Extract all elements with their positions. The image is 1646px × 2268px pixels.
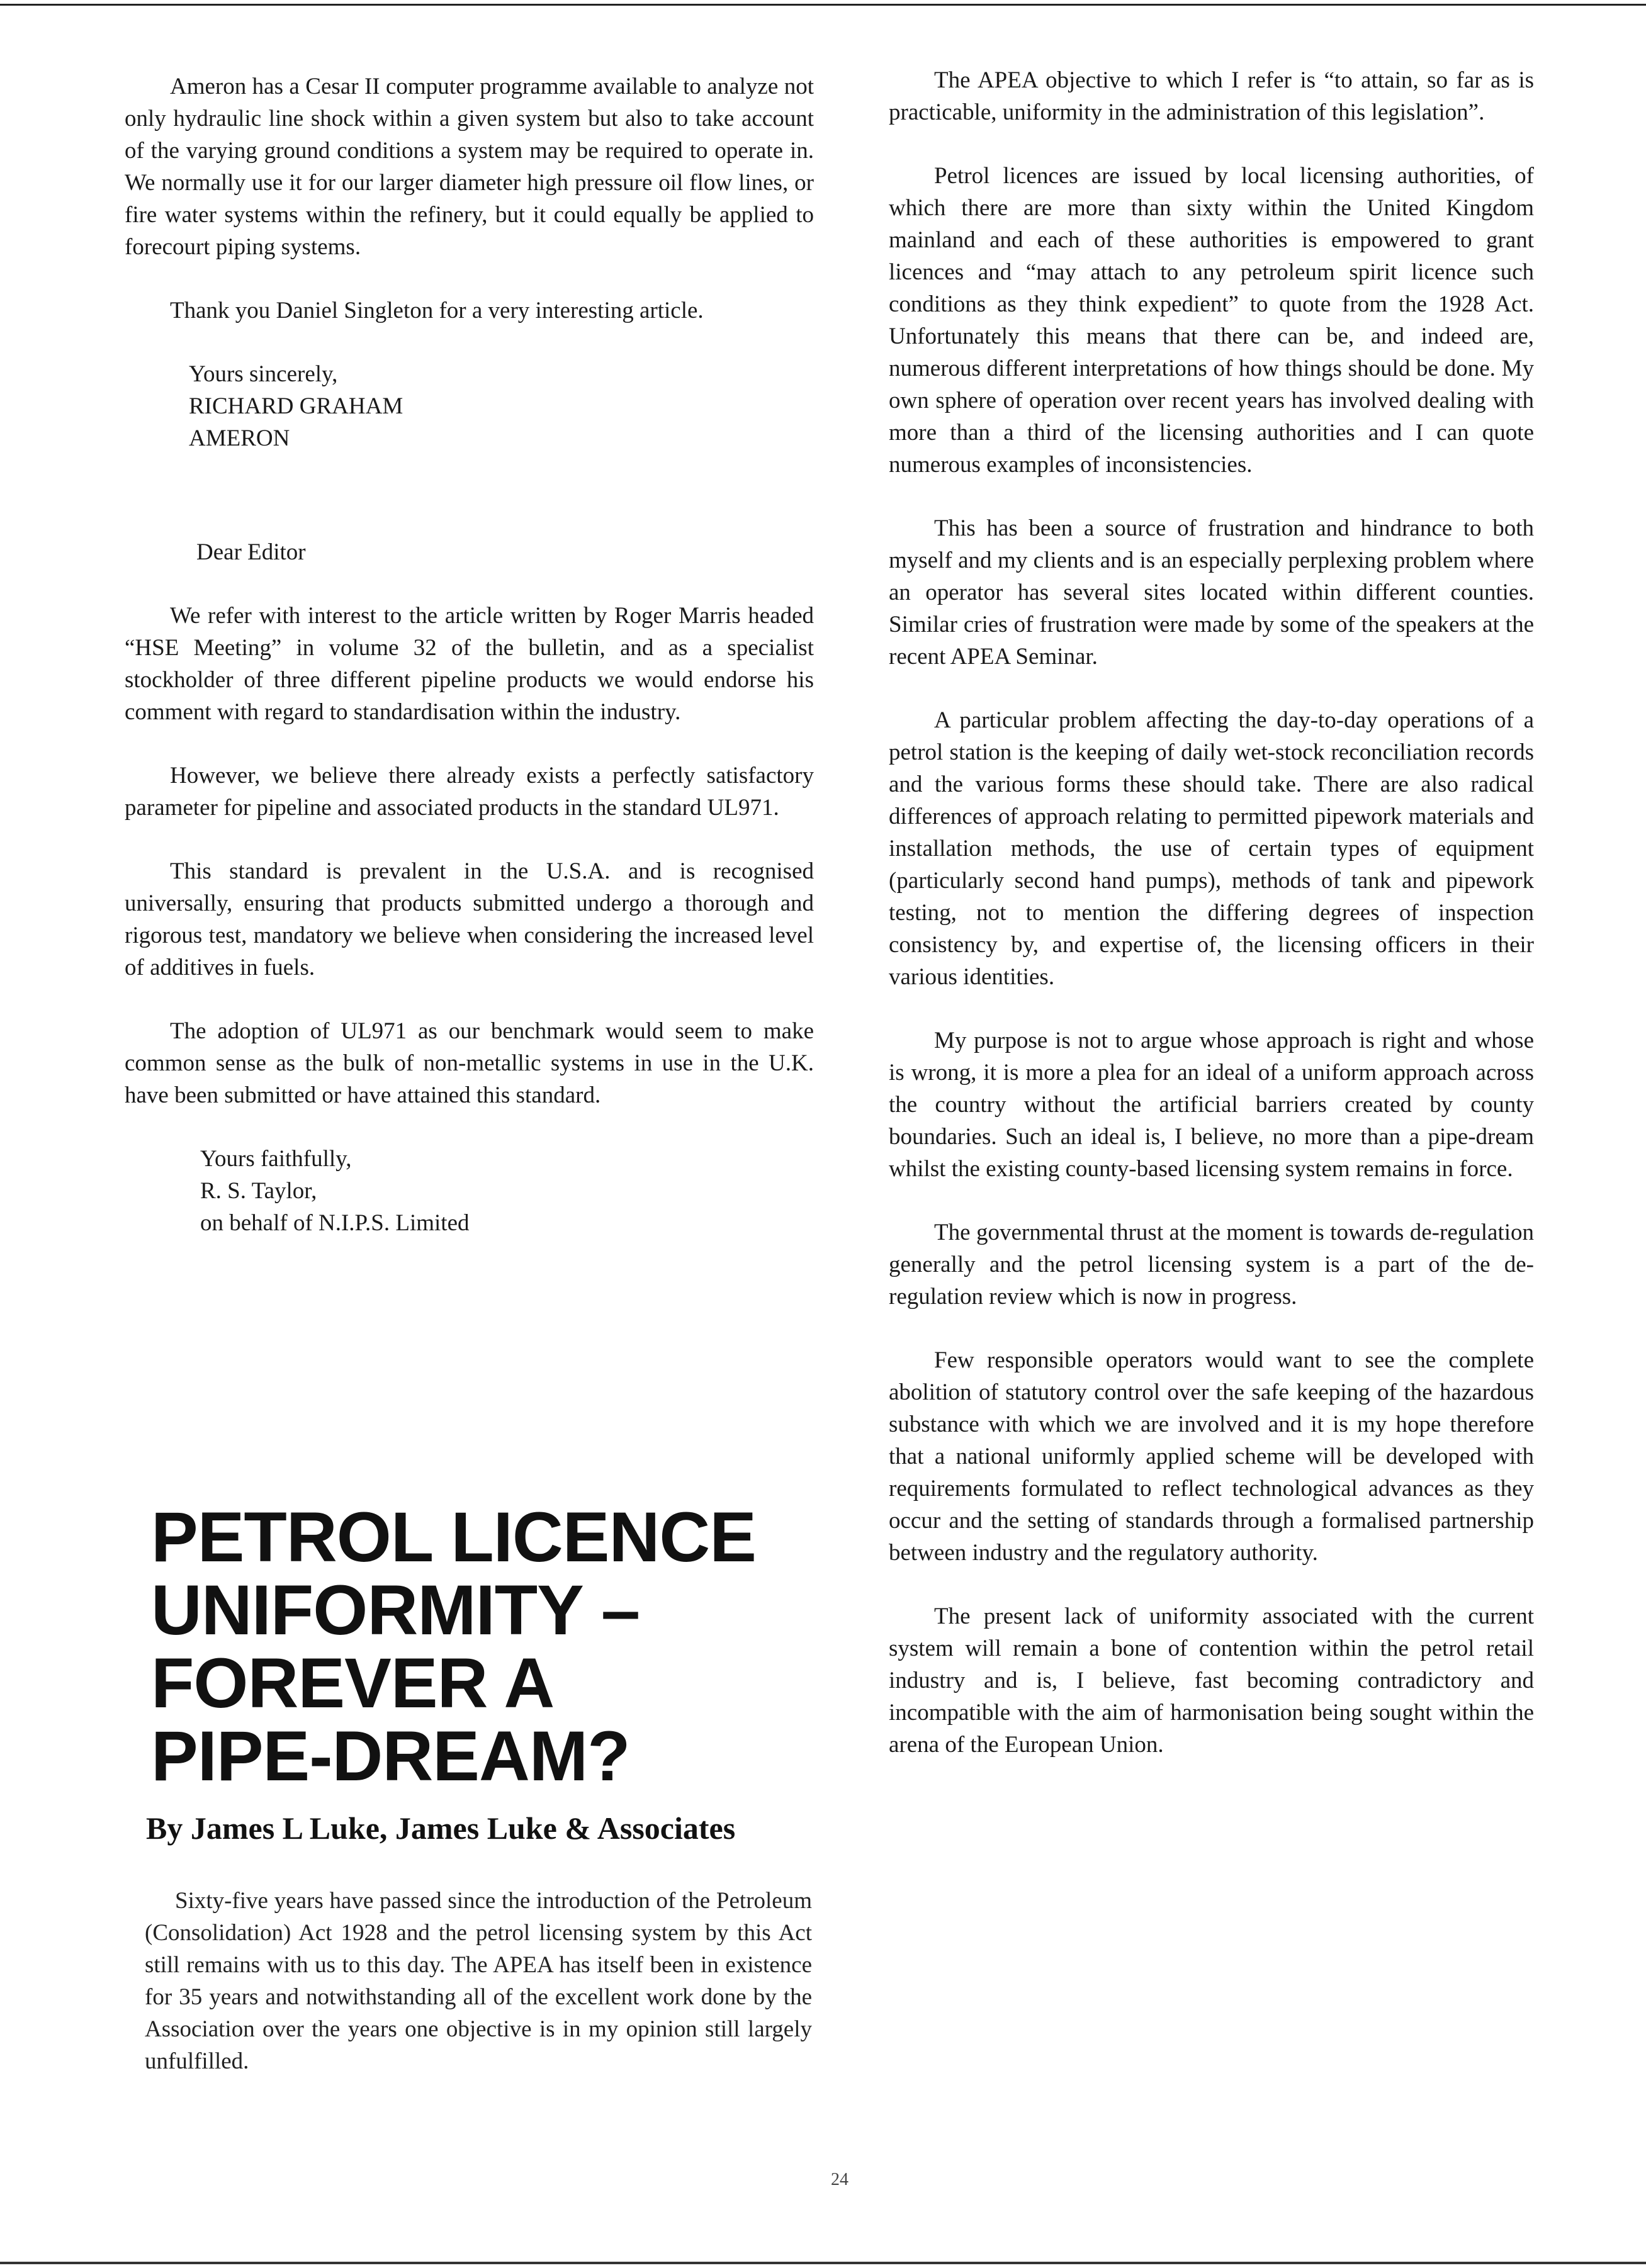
letter2-paragraph: We refer with interest to the article written by Roger Marris headed “HSE Meeting” in volume 32 of the bulletin, and as a specialist stockholder of three different pipeline products we would endorse his comment with regard to standardisation within the industry. bbox=[125, 603, 814, 725]
article-paragraph: My purpose is not to argue whose approach is right and whose is wrong, it is more a plea for an ideal of a uniform approach across the country without the artificial barriers created by county boundaries. Such an ideal is, I believe, no more than a pipe-dream whilst the existing county-based licensing system remains in force. bbox=[889, 1028, 1534, 1182]
letter1-signature bbox=[125, 358, 814, 454]
headline-line: FOREVER A bbox=[151, 1644, 555, 1722]
article-paragraph: Petrol licences are issued by local licensing authorities, of which there are more than sixty within the United Kingdom mainland and each of these authorities is empowered to grant licences and “may attach to any petroleum spirit licence such conditions as they think expedient” to quote from the 1928 Act. Unfortunately this means that there can be, and indeed are, numerous different interpretations of how things should be done. My own sphere of operation over recent years has involved dealing with more than a third of the licensing authorities and I can quote numerous examples of inconsistencies. bbox=[889, 163, 1534, 478]
article-paragraph: Few responsible operators would want to see the complete abolition of statutory control over the safe keeping of the hazardous substance with which we are involved and it is my hope therefore that a national uniformly applied scheme will be developed with requirements formulated to reflect technological advances as they occur and the setting of standards through a formalised partnership between industry and the regulatory authority. bbox=[889, 1347, 1534, 1566]
article-byline: By James L Luke, James Luke & Associates bbox=[146, 1810, 736, 1846]
letter2-name: R. S. Taylor, bbox=[200, 1178, 317, 1204]
letter2-paragraph: However, we believe there already exists a perfectly satisfactory parameter for pipeline and associated products in the standard UL971. bbox=[125, 763, 814, 821]
top-rule bbox=[0, 4, 1646, 6]
headline-line: PIPE-DREAM? bbox=[151, 1717, 630, 1795]
letter1-paragraph: Thank you Daniel Singleton for a very interesting article. bbox=[170, 298, 704, 323]
article-paragraph: The present lack of uniformity associated with the current system will remain a bone of contention within the petrol retail industry and is, I believe, fast becoming contradictory and incompatible with the aim of harmonisation being sought within the arena of the European Union. bbox=[889, 1603, 1534, 1758]
intro-paragraph: Sixty-five years have passed since the introduction of the Petroleum (Consolidation) Act 1928 and the petrol licensing system by this Act still remains with us to this day. The APEA has itself been in existence for 35 years and notwithstanding all of the excellent work done by the Association over the years one objective is in my opinion still largely unfulfilled. bbox=[145, 1888, 812, 2074]
letter1-company: AMERON bbox=[189, 425, 290, 451]
article-paragraph: This has been a source of frustration and hindrance to both myself and my clients and is an especially perplexing problem where an operator has several sites located within different counties. Similar cries of frustration were made by some of the speakers at the recent APEA Seminar. bbox=[889, 515, 1534, 670]
left-column bbox=[125, 70, 814, 1239]
letter2-paragraph: The adoption of UL971 as our benchmark would seem to make common sense as the bulk of non-metallic systems in use in the U.K. have been submitted or have attained this standard. bbox=[125, 1018, 814, 1108]
letter2-company: on behalf of N.I.P.S. Limited bbox=[200, 1210, 470, 1236]
headline-line: PETROL LICENCE bbox=[151, 1498, 756, 1576]
article-paragraph: The APEA objective to which I refer is “to attain, so far as is practicable, uniformity in the administration of this legislation”. bbox=[889, 67, 1534, 125]
letter1-paragraph: Ameron has a Cesar II computer programme available to analyze not only hydraulic line shock within a given system but also to take account of the varying ground conditions a system may be required to operate in. We normally use it for our larger diameter high pressure oil flow lines, or fire water systems within the refinery, but it could equally be applied to forecourt piping systems. bbox=[125, 74, 814, 260]
article-paragraph: The governmental thrust at the moment is towards de-regulation generally and the petrol licensing system is a part of the de-regulation review which is now in progress. bbox=[889, 1220, 1534, 1310]
letter2-greeting: Dear Editor bbox=[196, 539, 306, 565]
article-headline bbox=[151, 1498, 843, 1795]
bottom-rule bbox=[0, 2262, 1646, 2264]
headline-line: UNIFORMITY – bbox=[151, 1571, 640, 1649]
letter1-name: RICHARD GRAHAM bbox=[189, 393, 403, 419]
letter2-signoff: Yours faithfully, bbox=[200, 1146, 352, 1172]
article-paragraph: A particular problem affecting the day-to-day operations of a petrol station is the keeping of daily wet-stock reconciliation records and the various forms these should take. There are also radical differences of approach relating to permitted pipework materials and installation methods, the use of certain types of equipment (particularly second hand pumps), methods of tank and pipework testing, not to mention the differing degrees of inspection consistency by, and expertise of, the licensing officers in their various identities. bbox=[889, 707, 1534, 990]
article-intro bbox=[145, 1885, 812, 2077]
page-number: 24 bbox=[831, 2170, 848, 2189]
letter2-paragraph: This standard is prevalent in the U.S.A. and is recognised universally, ensuring that products submitted undergo a thorough and rigorous test, mandatory we believe when considering the increased level of additives in fuels. bbox=[125, 858, 814, 980]
right-column bbox=[889, 64, 1534, 1761]
letter2-signature bbox=[125, 1143, 814, 1239]
letter1-signoff: Yours sincerely, bbox=[189, 361, 338, 387]
